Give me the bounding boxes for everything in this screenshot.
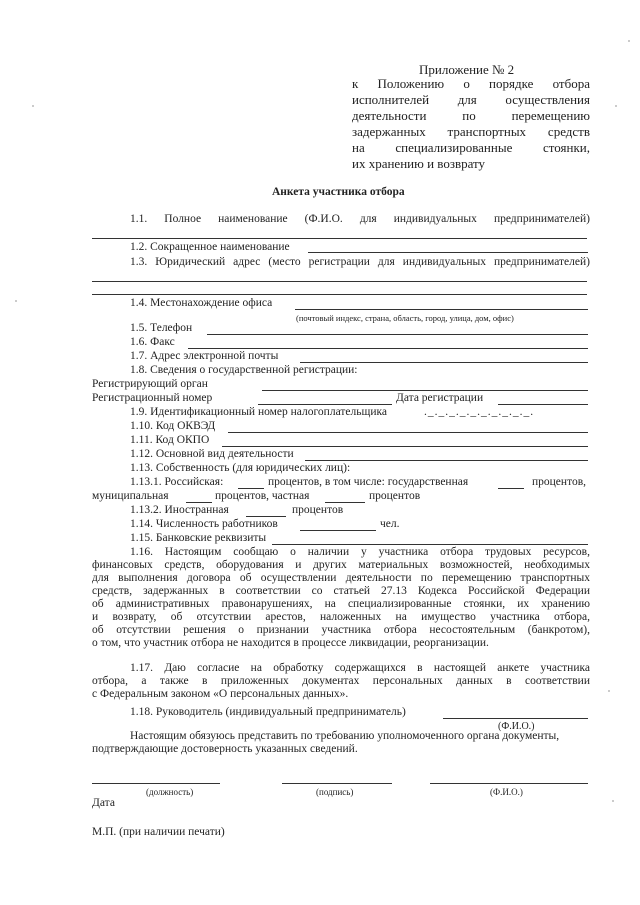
field-office-location-label: 1.4. Местонахождение офиса: [130, 297, 273, 309]
ownership-state-label: процентов, в том числе: государственная: [268, 476, 469, 488]
scan-mark: [608, 690, 610, 692]
declaration-paragraph: [92, 546, 590, 650]
ownership-percent-label: процентов,: [532, 476, 586, 488]
field-inn-label: 1.9. Идентификационный номер налогоплательщика: [130, 406, 388, 418]
appendix-title: Приложение № 2: [419, 62, 515, 77]
registration-date-line[interactable]: [498, 404, 588, 405]
legal-address-line[interactable]: [92, 294, 587, 295]
registration-number-line[interactable]: [258, 404, 392, 405]
activity-line[interactable]: [305, 460, 588, 461]
ownership-state-line[interactable]: [498, 488, 524, 489]
field-fax-label: 1.6. Факс: [130, 336, 175, 348]
form-title: Анкета участника отбора: [272, 186, 405, 198]
declaration-line: для выполнения договора об осуществлении деятельности по перемещению транспортных: [92, 572, 590, 584]
registration-number-label: Регистрационный номер: [92, 392, 213, 404]
short-name-line[interactable]: [308, 252, 588, 253]
appendix-subtitle: [352, 76, 590, 172]
ownership-foreign-percent: процентов: [292, 504, 344, 516]
field-activity-label: 1.12. Основной вид деятельности: [130, 448, 294, 460]
appendix-line: задержанных транспортных средств: [352, 124, 590, 139]
scan-mark: [612, 800, 614, 802]
field-staff-label: 1.14. Численность работников: [130, 518, 278, 530]
field-registration-label: 1.8. Сведения о государственной регистрации:: [130, 364, 358, 376]
head-fio-label: (Ф.И.О.): [498, 721, 535, 732]
inn-pattern[interactable]: ._._._._._._._._._._.: [424, 406, 535, 418]
declaration-line: о том, что участник отбора не находится в процессе ликвидации, реорганизации.: [92, 637, 489, 649]
email-line[interactable]: [300, 362, 588, 363]
scan-mark: [15, 300, 17, 302]
declaration-line: и возврату, об отсутствии арестов, наложенных на имуществo участника отбора,: [92, 611, 590, 623]
full-name-line[interactable]: [92, 238, 587, 239]
declaration-line: финансовых средств, оборудования и других материальных возможностей, необходимых: [92, 559, 590, 571]
consent-paragraph: [92, 662, 590, 701]
declaration-line: 1.16. Настоящим сообщаю о наличии у участника отбора трудовых ресурсов,: [130, 546, 590, 558]
position-line[interactable]: [92, 783, 220, 784]
consent-line: с Федеральным законом «О персональных данных».: [92, 688, 349, 700]
appendix-line: к Положению о порядке отбора: [352, 76, 590, 91]
okpo-line[interactable]: [222, 446, 588, 447]
appendix-line: на специализированные стоянки,: [352, 140, 590, 155]
phone-line[interactable]: [207, 334, 588, 335]
ownership-private-percent: процентов: [369, 490, 421, 502]
registration-organ-line[interactable]: [262, 390, 588, 391]
head-name-line[interactable]: [443, 718, 588, 719]
position-caption: (должность): [146, 787, 194, 797]
field-okpo-label: 1.11. Код ОКПО: [130, 434, 210, 446]
okved-line[interactable]: [228, 432, 588, 433]
ownership-foreign-label: 1.13.2. Иностранная: [130, 504, 229, 516]
obligation-line: Настоящим обязуюсь представить по требованию уполномоченного органа документы,: [130, 730, 560, 742]
bank-line[interactable]: [272, 544, 588, 545]
field-email-label: 1.7. Адрес электронной почты: [130, 350, 279, 362]
staff-line[interactable]: [300, 530, 376, 531]
appendix-line: исполнителей для осуществления: [352, 92, 590, 107]
declaration-line: средств, задержанных в соответствии со статьей 27.13 Кодекса Российской Федерации: [92, 585, 590, 597]
signature-line[interactable]: [282, 783, 392, 784]
scan-mark: [615, 105, 617, 107]
signature-caption: (подпись): [316, 787, 354, 797]
signer-name-line[interactable]: [430, 783, 588, 784]
scan-mark: [628, 40, 630, 42]
registration-organ-label: Регистрирующий орган: [92, 378, 208, 390]
field-short-name-label: 1.2. Сокращенное наименование: [130, 241, 290, 253]
declaration-line: об отсутствии решения о признании участника отбора несостоятельным (банкротом),: [92, 624, 590, 636]
office-location-line[interactable]: [295, 309, 588, 310]
field-ownership-label: 1.13. Собственность (для юридических лиц):: [130, 462, 351, 474]
scan-mark: [32, 105, 34, 107]
ownership-municipal-label: муниципальная: [92, 490, 169, 502]
date-label: Дата: [92, 797, 115, 809]
field-okved-label: 1.10. Код ОКВЭД: [130, 420, 216, 432]
field-head-label: 1.18. Руководитель (индивидуальный предприниматель): [130, 706, 406, 718]
field-phone-label: 1.5. Телефон: [130, 322, 193, 334]
registration-date-label: Дата регистрации: [396, 392, 484, 404]
ownership-private-label: процентов, частная: [215, 490, 310, 502]
staff-unit: чел.: [380, 518, 400, 530]
ownership-russian-line[interactable]: [238, 488, 264, 489]
obligation-line: подтверждающие достоверность указанных сведений.: [92, 743, 358, 755]
field-bank-label: 1.15. Банковские реквизиты: [130, 532, 267, 544]
appendix-line: деятельности по перемещению: [352, 108, 590, 123]
legal-address-line[interactable]: [92, 281, 587, 282]
signer-name-caption: (Ф.И.О.): [490, 787, 523, 797]
office-location-hint: (почтовый индекс, страна, область, город, улица, дом, офис): [296, 313, 514, 323]
consent-line: отбора, а также в приложенных документах персональных данных в соответствии: [92, 675, 590, 687]
field-full-name-label: 1.1. Полное наименование (Ф.И.О. для индивидуальных предпринимателей): [130, 213, 590, 225]
consent-line: 1.17. Даю согласие на обработку содержащихся в настоящей анкете участника: [130, 662, 590, 674]
field-legal-address-label: 1.3. Юридический адрес (место регистрации для индивидуальных предпринимателей): [130, 256, 590, 268]
fax-line[interactable]: [188, 348, 588, 349]
stamp-label: М.П. (при наличии печати): [92, 826, 225, 838]
ownership-private-line[interactable]: [325, 502, 365, 503]
ownership-russian-label: 1.13.1. Российская:: [130, 476, 224, 488]
ownership-foreign-line[interactable]: [246, 516, 286, 517]
ownership-municipal-line[interactable]: [186, 502, 212, 503]
appendix-line: их хранению и возврату: [352, 156, 486, 171]
declaration-line: об административных правонарушениях, на специализированные стоянки, их хранению: [92, 598, 590, 610]
